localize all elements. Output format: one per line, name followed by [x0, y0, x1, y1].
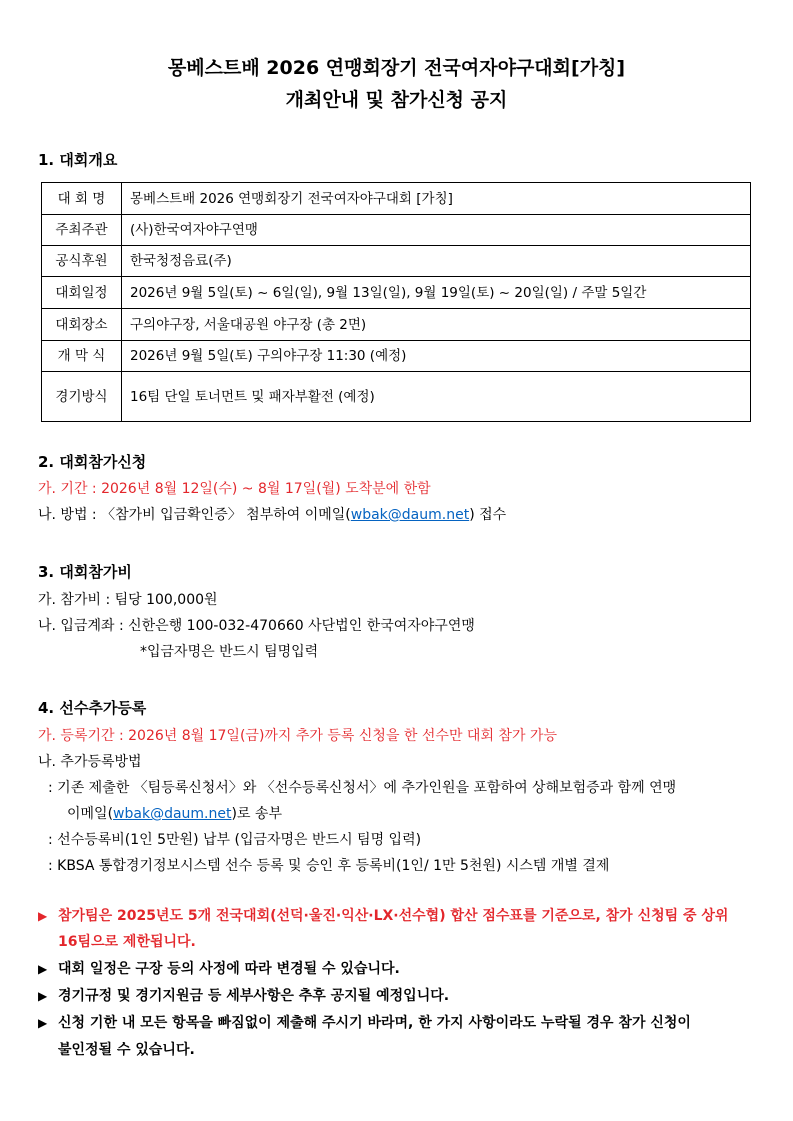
application-period: 가. 기간 : 2026년 8월 12일(수) ~ 8월 17일(월) 도착분에 한함: [38, 481, 431, 497]
table-row: [42, 277, 751, 309]
row-value: 2026년 9월 5일(토) ~ 6일(일), 9월 13일(일), 9월 19일(토) ~ 20일(일) / 주말 5일간: [122, 277, 751, 309]
table-row: [42, 246, 751, 277]
row-label: 대회일정: [42, 277, 122, 309]
registration-method-title: 나. 추가등록방법: [38, 754, 142, 770]
table-row: [42, 372, 751, 422]
row-label: 공식후원: [42, 246, 122, 277]
row-value: (사)한국여자야구연맹: [122, 215, 751, 246]
email-link[interactable]: wbak@daum.net: [113, 806, 232, 822]
note-1-line-2: 16팀으로 제한됩니다.: [58, 934, 196, 950]
note-4-line-1: 신청 기한 내 모든 항목을 빠짐없이 제출해 주시기 바라며, 한 가지 사항이라도 누락될 경우 참가 신청이: [58, 1015, 691, 1031]
row-label: 대 회 명: [42, 183, 122, 215]
registration-step-1: : 기존 제출한 〈팀등록신청서〉와 〈선수등록신청서〉에 추가인원을 포함하여 상해보험증과 함께 연맹: [48, 780, 677, 796]
registration-step-1-email-line: [67, 804, 282, 824]
note-2-line-1: 대회 일정은 구장 등의 사정에 따라 변경될 수 있습니다.: [58, 961, 400, 977]
row-value: 구의야구장, 서울대공원 야구장 (총 2면): [122, 309, 751, 341]
row-value: 2026년 9월 5일(토) 구의야구장 11:30 (예정): [122, 341, 751, 372]
title-line-1: 몽베스트배 2026 연맹회장기 전국여자야구대회[가칭]: [167, 57, 626, 79]
section-registration-heading: 4. 선수추가등록: [38, 699, 147, 717]
fee-account: 나. 입금계좌 : 신한은행 100-032-470660 사단법인 한국여자야구연맹: [38, 618, 475, 634]
row-label: 주최주관: [42, 215, 122, 246]
title-line-2: 개최안내 및 참가신청 공지: [285, 89, 508, 111]
note-bullet-icon: ▶: [38, 989, 48, 1003]
note-bullet-icon: ▶: [38, 909, 48, 923]
fee-note: *입금자명은 반드시 팀명입력: [140, 644, 319, 660]
application-method-prefix: 나. 방법 : 〈참가비 입금확인증〉 첨부하여 이메일(: [38, 507, 351, 523]
application-method: [38, 505, 506, 525]
registration-period: 가. 등록기간 : 2026년 8월 17일(금)까지 추가 등록 신청을 한 선수만 대회 참가 가능: [38, 728, 557, 744]
section-fee-heading: 3. 대회참가비: [38, 563, 132, 581]
note-3-line-1: 경기규정 및 경기지원금 등 세부사항은 추후 공지될 예정입니다.: [58, 988, 450, 1004]
fee-amount: 가. 참가비 : 팀당 100,000원: [38, 592, 218, 608]
registration-email-suffix: )로 송부: [231, 806, 282, 822]
registration-step-3: : KBSA 통합경기정보시스템 선수 등록 및 승인 후 등록비(1인/ 1만 5천원) 시스템 개별 결제: [48, 858, 610, 874]
table-row: [42, 341, 751, 372]
row-value: 몽베스트배 2026 연맹회장기 전국여자야구대회 [가칭]: [122, 183, 751, 215]
overview-table: [41, 182, 751, 422]
section-application-heading: 2. 대회참가신청: [38, 453, 147, 471]
application-method-suffix: ) 접수: [469, 507, 507, 523]
row-value: 16팀 단일 토너먼트 및 패자부활전 (예정): [122, 372, 751, 422]
registration-email-prefix: 이메일(: [67, 806, 114, 822]
row-label: 경기방식: [42, 372, 122, 422]
row-label: 개 막 식: [42, 341, 122, 372]
table-row: [42, 215, 751, 246]
row-value: 한국청정음료(주): [122, 246, 751, 277]
note-4-line-2: 불인정될 수 있습니다.: [58, 1042, 195, 1058]
table-row: [42, 183, 751, 215]
table-row: [42, 309, 751, 341]
note-1-line-1: 참가팀은 2025년도 5개 전국대회(선덕·울진·익산·LX·선수협) 합산 점수표를 기준으로, 참가 신청팀 중 상위: [58, 908, 729, 924]
section-overview-heading: 1. 대회개요: [38, 151, 118, 169]
email-link[interactable]: wbak@daum.net: [350, 507, 470, 523]
note-bullet-icon: ▶: [38, 962, 48, 976]
registration-step-2: : 선수등록비(1인 5만원) 납부 (입금자명은 반드시 팀명 입력): [48, 832, 422, 848]
row-label: 대회장소: [42, 309, 122, 341]
note-bullet-icon: ▶: [38, 1016, 48, 1030]
